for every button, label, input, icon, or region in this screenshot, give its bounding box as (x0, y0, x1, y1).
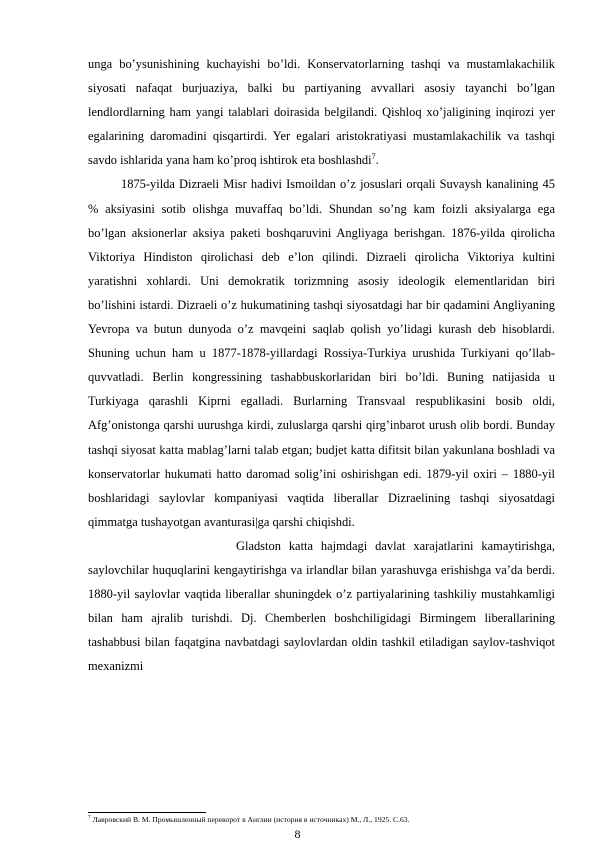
paragraph-3-text: Gladston katta hajmdagi davlat xarajatlarini kamaytirishga, saylovchilar huquqlarini kengaytirishga va irlandlar bilan yarashuvga erishishga va’da berdi. 1880-yil saylovlar vaqtida liberallar shuningdek o’z partiyalarining tashkiliy mustahkamligi bilan ham ajralib turishdi. Dj. Chemberlen boshchiligidagi Birmingem liberallarining tashabbusi bilan faqatgina navbatdagi saylovlardan oldin tashkil etiladigan saylov-tashviqot mexanizmi (88, 538, 555, 674)
footnote (88, 815, 558, 825)
footnote-mark: 7 (88, 814, 91, 821)
paragraph-1 (88, 52, 555, 172)
footnote-text: Лавровский В. М. Промышленный переворот в Англии (история в источниках) М., Л., 1925. С.63. (90, 815, 410, 824)
footnote-divider (88, 812, 206, 813)
paragraph-2-text: 1875-yilda Dizraeli Misr hadivi Ismoildan o’z josuslari orqali Suvaysh kanalining 45 % aksiyasini sotib olishga muvaffaq bo’ldi. Shundan so’ng kam foizli aksiyalarga ega bo’lgan aksionerlar aksiya paketi boshqaruvini Angliyaga berishgan. 1876-yilda qirolicha Viktoriya Hindiston qirolichasi deb e’lon qilindi. Dizraeli qirolicha Viktoriya kultini yaratishni xohlardi. Uni demokratik torizmning asosiy ideologik elementlaridan biri bo’lishini istardi. Dizraeli o’z hukumatining tashqi siyosatdagi har bir qadamini Angliyaning Yevropa va butun dunyoda o’z mavqeini saqlab qolish yo’lidagi kurash deb hisoblardi. Shuning uchun ham u 1877-1878-yillardagi Rossiya-Turkiya urushida Turkiyani qo’llab-quvvatladi. Berlin kongressining tashabbuskorlaridan biri bo’ldi. Buning natijasida u Turkiyaga qarashli Kiprni egalladi. Burlarning Transvaal respublikasini bosib oldi, Afg’onistonga qarshi uurushga kirdi, zuluslarga qarshi qirg’inbarot urush olib bordi. Bunday tashqi siyosat katta mablag’larni talab etgan; budjet katta difitsit bilan yakunlana boshladi va konservatorlar hukumati hatto daromad solig’ini oshirishgan edi. 1879-yil oxiri – 1880-yil boshlaridagi saylovlar kompaniyasi vaqtida liberallar Dizraelining tashqi siyosatdagi qimmatga tushayotgan avanturasi|ga qarshi chiqishdi. (88, 177, 555, 529)
paragraph-3 (88, 534, 555, 679)
paragraph-1-text: unga bo’ysunishining kuchayishi bo’ldi. Konservatorlarning tashqi va mustamlakachilik siyosati nafaqat burjuaziya, balki bu partiyaning avvallari asosiy tayanchi bo’lgan lendlordlarning ham yangi talablari doirasida belgilandi. Qishloq xo’jaligining inqirozi yer egalarining daromadini qisqartirdi. Yer egalari aristokratiyasi mustamlakachilik va tashqi savdo ishlarida yana ham ko’proq ishtirok eta boshlashdi (88, 57, 555, 168)
paragraph-1-tail: . (375, 153, 379, 168)
footnote-reference[interactable]: 7 (371, 152, 376, 162)
paragraph-2 (88, 172, 555, 533)
page-body (88, 52, 555, 678)
page-number: 8 (294, 827, 301, 841)
